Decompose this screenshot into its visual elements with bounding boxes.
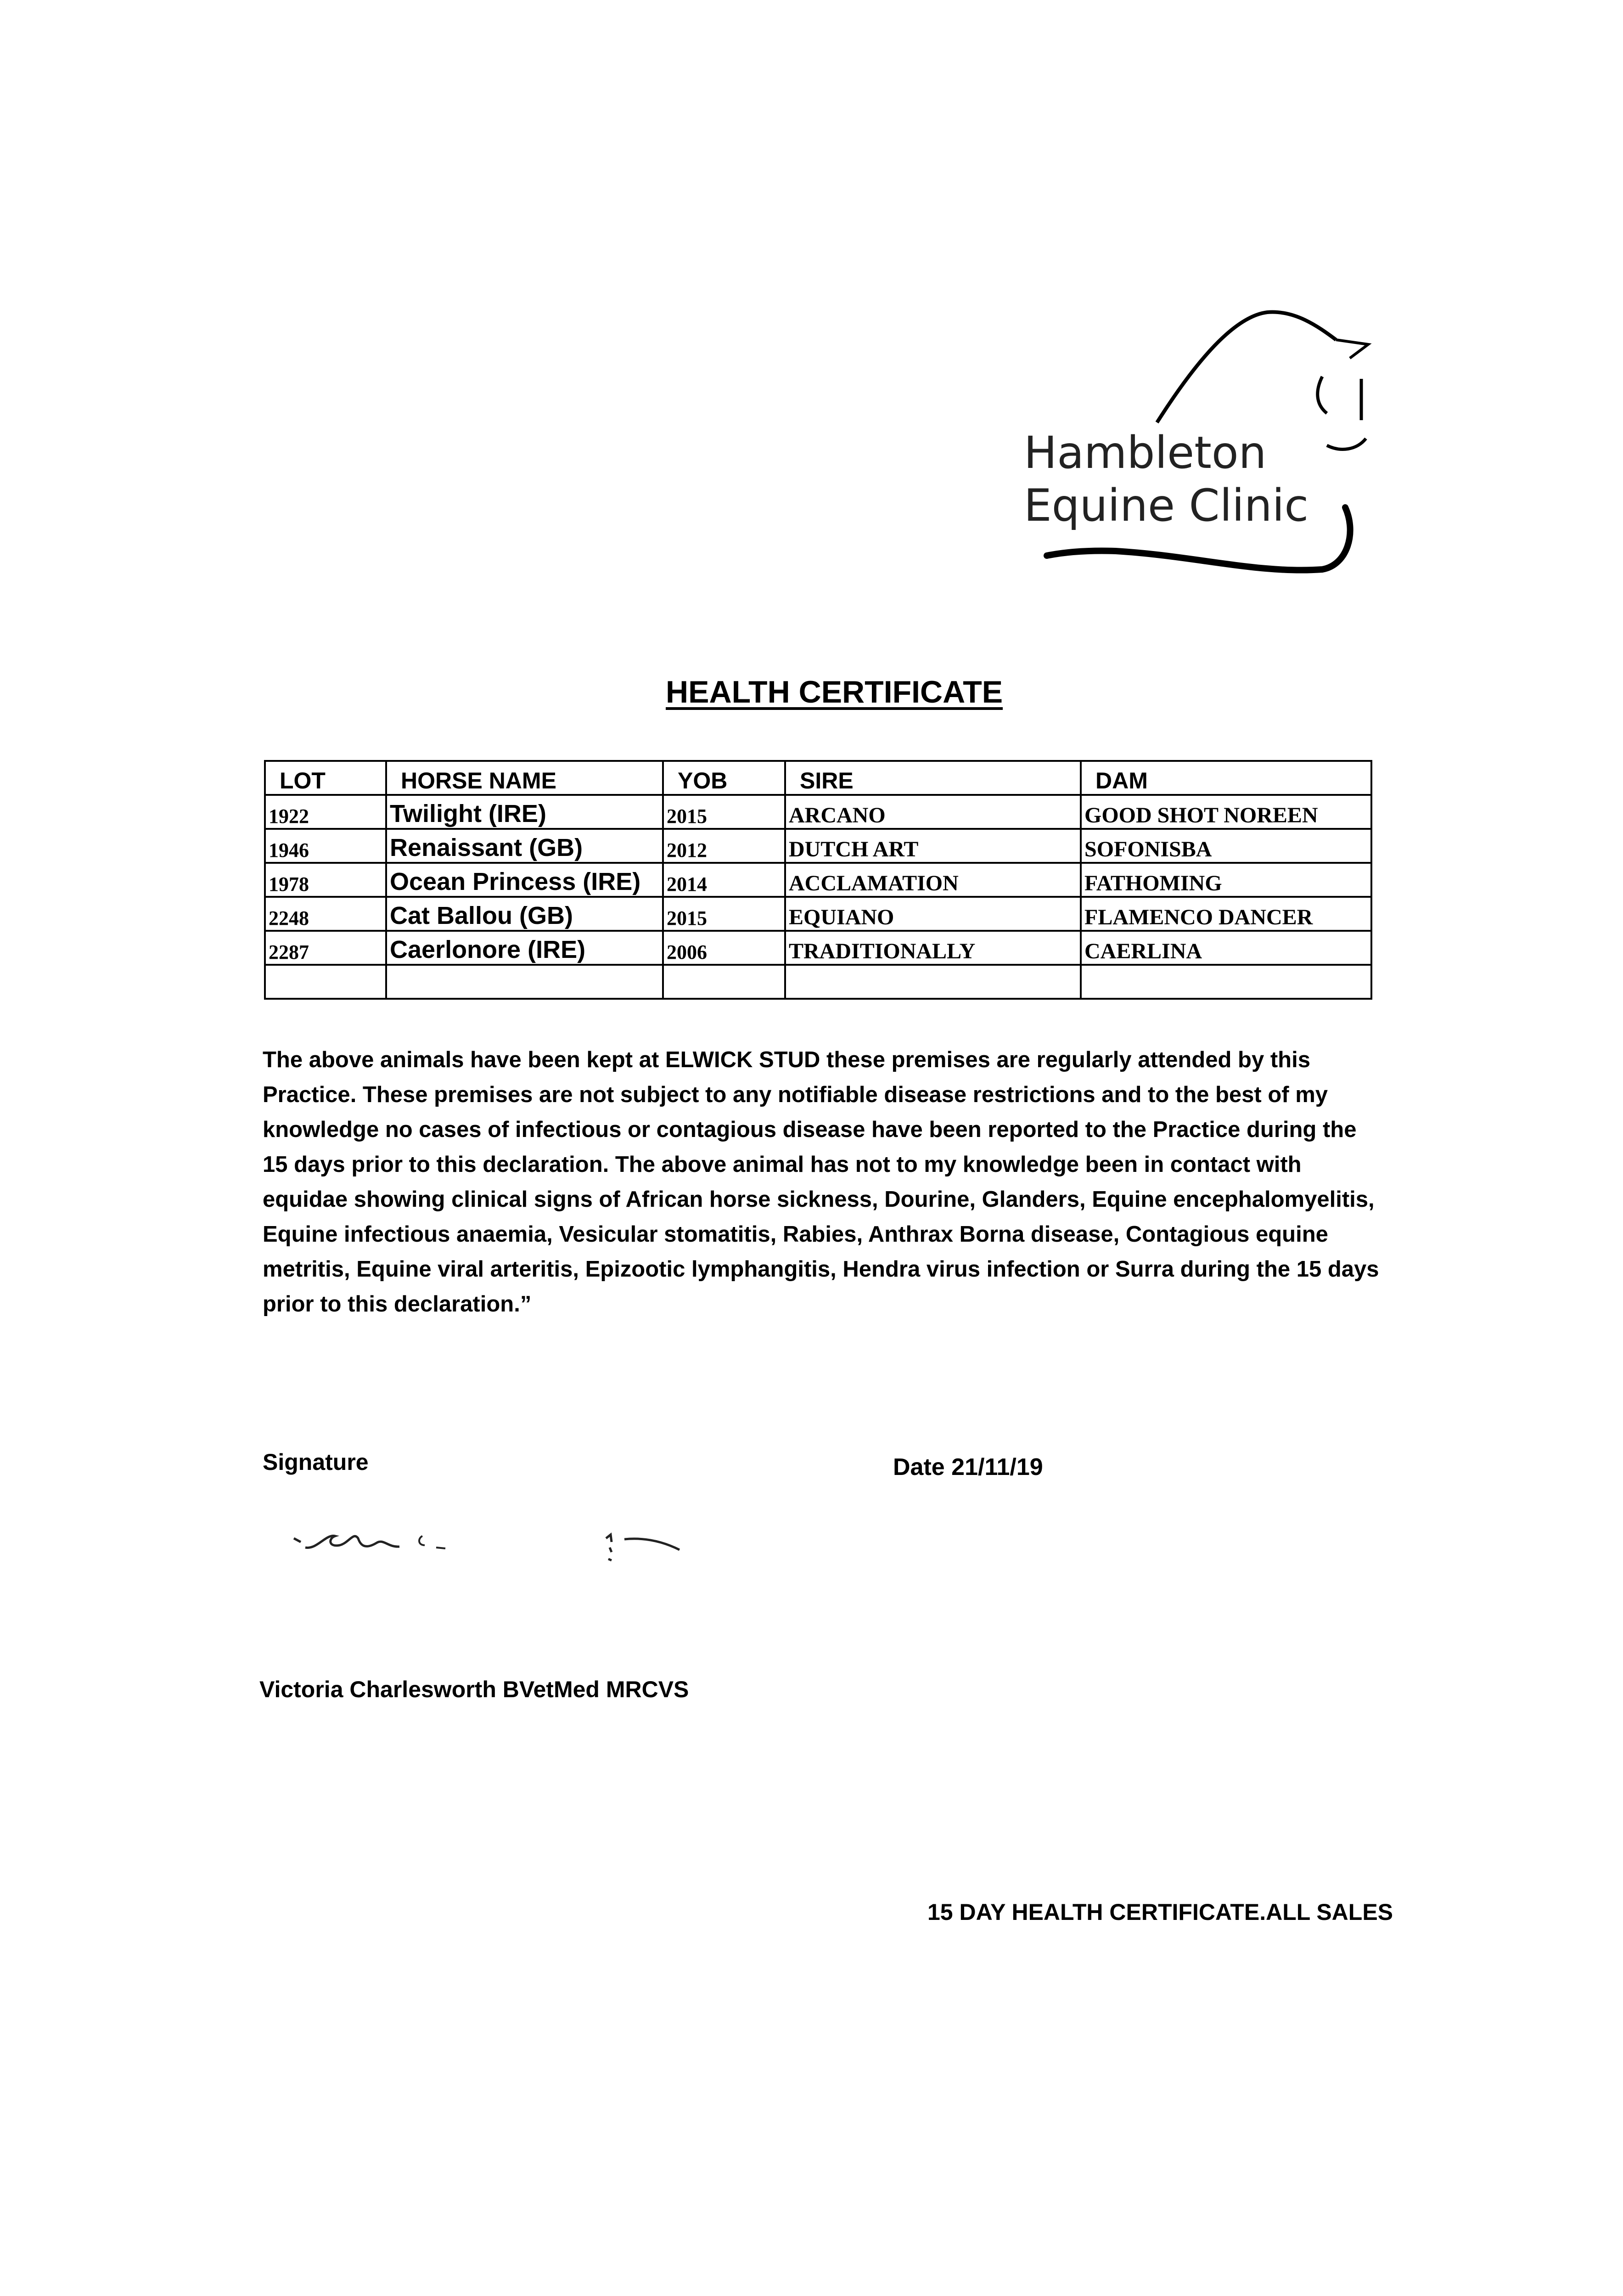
date-field bbox=[893, 1453, 1043, 1481]
header-horse-name: HORSE NAME bbox=[386, 761, 663, 795]
empty-cell bbox=[785, 965, 1081, 999]
cell-horse-name: Twilight (IRE) bbox=[386, 795, 663, 829]
cell-sire: EQUIANO bbox=[785, 897, 1081, 931]
table-row bbox=[265, 897, 1371, 931]
cell-horse-name: Caerlonore (IRE) bbox=[386, 931, 663, 965]
cell-dam: FATHOMING bbox=[1081, 863, 1371, 897]
cell-sire: ARCANO bbox=[785, 795, 1081, 829]
table-row bbox=[265, 795, 1371, 829]
date-value: 21/11/19 bbox=[951, 1454, 1043, 1480]
header-dam: DAM bbox=[1081, 761, 1371, 795]
cell-dam: FLAMENCO DANCER bbox=[1081, 897, 1371, 931]
signature-label: Signature bbox=[263, 1449, 369, 1475]
cell-dam: SOFONISBA bbox=[1081, 829, 1371, 863]
cell-horse-name: Ocean Princess (IRE) bbox=[386, 863, 663, 897]
empty-cell bbox=[265, 965, 386, 999]
header-yob: YOB bbox=[663, 761, 785, 795]
horse-table bbox=[264, 760, 1372, 1000]
cell-lot: 1978 bbox=[265, 863, 386, 897]
cell-horse-name: Renaissant (GB) bbox=[386, 829, 663, 863]
cell-yob: 2014 bbox=[663, 863, 785, 897]
empty-cell bbox=[386, 965, 663, 999]
logo-text-line1: Hambleton bbox=[1024, 427, 1267, 478]
cell-lot: 1946 bbox=[265, 829, 386, 863]
declaration-text: The above animals have been kept at ELWICK STUD these premises are regularly attended by this Practice. These premises are not subject to any notifiable disease restrictions and to the best of my knowledge no cases of infectious or contagious disease have been reported to the Practice during the 15 days prior to this declaration. The above animal has not to my knowledge been in contact with equidae showing clinical signs of African horse sickness, Dourine, Glanders, Equine encephalomyelitis, Equine infectious anaemia, Vesicular stomatitis, Rabies, Anthrax Borna disease, Contagious equine metritis, Equine viral arteritis, Epizootic lymphangitis, Hendra virus infection or Surra during the 15 days prior to this declaration.” bbox=[263, 1047, 1379, 1317]
cell-yob: 2012 bbox=[663, 829, 785, 863]
cell-yob: 2015 bbox=[663, 795, 785, 829]
header-sire: SIRE bbox=[785, 761, 1081, 795]
document-title: HEALTH CERTIFICATE bbox=[666, 675, 1003, 709]
table-row bbox=[265, 863, 1371, 897]
footer-label: 15 DAY HEALTH CERTIFICATE.ALL SALES bbox=[927, 1899, 1393, 1925]
signer-name: Victoria Charlesworth BVetMed MRCVS bbox=[259, 1677, 689, 1702]
cell-lot: 2248 bbox=[265, 897, 386, 931]
header-lot: LOT bbox=[265, 761, 386, 795]
table-row bbox=[265, 931, 1371, 965]
cell-lot: 2287 bbox=[265, 931, 386, 965]
table-row bbox=[265, 829, 1371, 863]
cell-yob: 2006 bbox=[663, 931, 785, 965]
cell-lot: 1922 bbox=[265, 795, 386, 829]
cell-dam: CAERLINA bbox=[1081, 931, 1371, 965]
cell-horse-name: Cat Ballou (GB) bbox=[386, 897, 663, 931]
logo-text-line2: Equine Clinic bbox=[1024, 480, 1309, 531]
cell-yob: 2015 bbox=[663, 897, 785, 931]
date-label: Date bbox=[893, 1454, 945, 1480]
clinic-logo bbox=[973, 298, 1387, 597]
empty-cell bbox=[1081, 965, 1371, 999]
table-header-row bbox=[265, 761, 1371, 795]
handwritten-signature-icon bbox=[285, 1506, 744, 1589]
cell-sire: TRADITIONALLY bbox=[785, 931, 1081, 965]
empty-cell bbox=[663, 965, 785, 999]
cell-dam: GOOD SHOT NOREEN bbox=[1081, 795, 1371, 829]
cell-sire: DUTCH ART bbox=[785, 829, 1081, 863]
empty-table-row bbox=[265, 965, 1371, 999]
cell-sire: ACCLAMATION bbox=[785, 863, 1081, 897]
